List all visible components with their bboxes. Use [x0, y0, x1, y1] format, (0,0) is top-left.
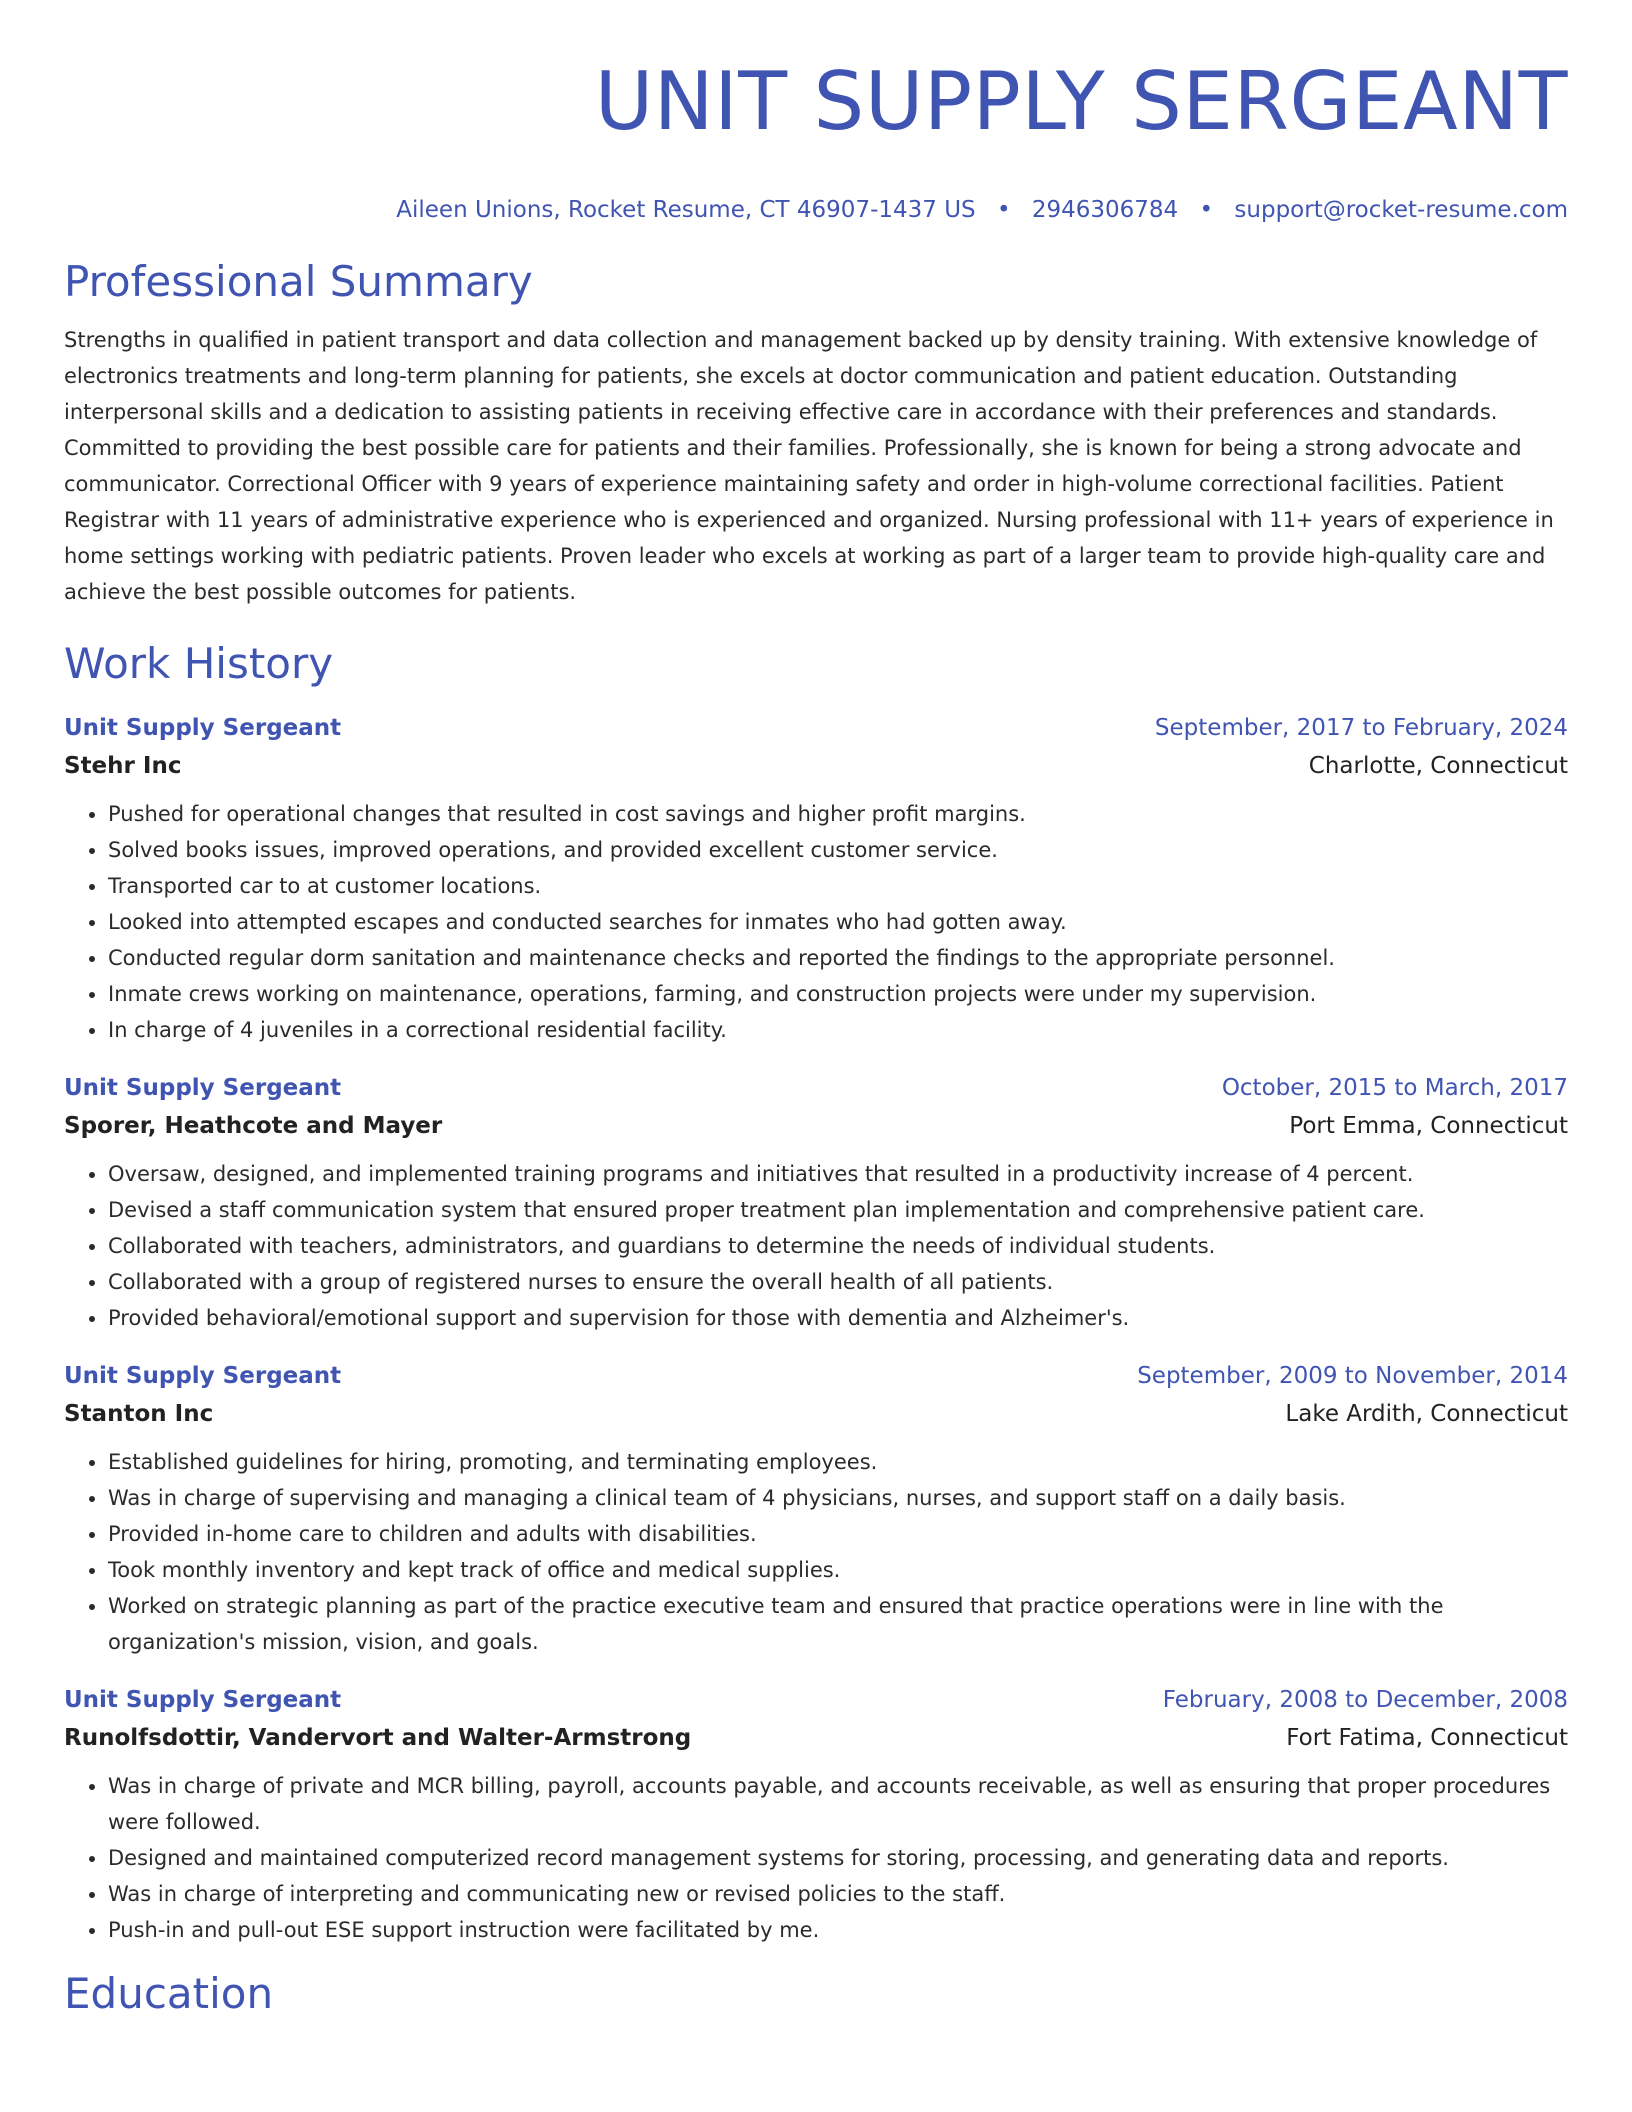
job-bullet: • Collaborated with teachers, administrators, and guardians to determine the needs of individual students. [108, 1228, 1568, 1264]
job-entry [64, 1682, 1568, 1948]
job-bullet: • In charge of 4 juveniles in a correctional residential facility. [108, 1012, 1568, 1048]
job-company-row [64, 1718, 1568, 1758]
job-title-row [64, 710, 1568, 746]
job-bullet: • Push-in and pull-out ESE support instruction were facilitated by me. [108, 1912, 1568, 1948]
resume-title: UNIT SUPPLY SERGEANT [594, 55, 1568, 148]
job-dates: September, 2017 to February, 2024 [1154, 715, 1568, 741]
job-location: Fort Fatima, Connecticut [1286, 1725, 1568, 1751]
job-bullet: • Took monthly inventory and kept track of office and medical supplies. [108, 1552, 1568, 1588]
contact-line [64, 194, 1568, 226]
job-bullets [64, 1768, 1568, 1948]
job-dates: September, 2009 to November, 2014 [1137, 1363, 1568, 1389]
job-company: Sporer, Heathcote and Mayer [64, 1113, 443, 1139]
job-title: Unit Supply Sergeant [64, 715, 342, 741]
job-entry [64, 1358, 1568, 1660]
job-company: Runolfsdottir, Vandervort and Walter-Armstrong [64, 1725, 692, 1751]
summary-heading: Professional Summary [64, 257, 533, 306]
job-dates: October, 2015 to March, 2017 [1221, 1075, 1568, 1101]
job-company: Stanton Inc [64, 1401, 214, 1427]
job-location: Port Emma, Connecticut [1289, 1113, 1568, 1139]
job-bullet: • Looked into attempted escapes and conducted searches for inmates who had gotten away. [108, 904, 1568, 940]
contact-address: Aileen Unions, Rocket Resume, CT 46907-1437 US [396, 197, 976, 223]
job-bullet: • Provided in-home care to children and adults with disabilities. [108, 1516, 1568, 1552]
job-bullet: • Was in charge of interpreting and communicating new or revised policies to the staff. [108, 1876, 1568, 1912]
job-bullet: • Pushed for operational changes that resulted in cost savings and higher profit margins. [108, 796, 1568, 832]
job-title: Unit Supply Sergeant [64, 1687, 342, 1713]
job-location: Lake Ardith, Connecticut [1285, 1401, 1568, 1427]
contact-email: support@rocket-resume.com [1234, 197, 1568, 223]
job-title: Unit Supply Sergeant [64, 1363, 342, 1389]
job-title-row [64, 1682, 1568, 1718]
job-bullets [64, 1156, 1568, 1336]
job-entry [64, 1070, 1568, 1336]
job-bullet: • Inmate crews working on maintenance, operations, farming, and construction projects were under my supervision. [108, 976, 1568, 1012]
job-title: Unit Supply Sergeant [64, 1075, 342, 1101]
job-location: Charlotte, Connecticut [1308, 753, 1568, 779]
job-title-row [64, 1358, 1568, 1394]
job-company: Stehr Inc [64, 753, 182, 779]
summary-text: Strengths in qualified in patient transport and data collection and management backed up by density training. With extensive knowledge of electronics treatments and long-term planning for patients, she excels at doctor communication and patient education. Outstanding interpersonal skills and a dedication to assisting patients in receiving effective care in accordance with their preferences and standards. Committed to providing the best possible care for patients and their families. Professionally, she is known for being a strong advocate and communicator. Correctional Officer with 9 years of experience maintaining safety and order in high-volume correctional facilities. Patient Registrar with 11 years of administrative experience who is experienced and organized. Nursing professional with 11+ years of experience in home settings working with pediatric patients. Proven leader who excels at working as part of a larger team to provide high-quality care and achieve the best possible outcomes for patients. [64, 328, 1554, 604]
contact-separator: • [1199, 197, 1214, 223]
job-company-row [64, 746, 1568, 786]
job-bullet: • Provided behavioral/emotional support and supervision for those with dementia and Alzheimer's. [108, 1300, 1568, 1336]
job-bullet: • Solved books issues, improved operations, and provided excellent customer service. [108, 832, 1568, 868]
job-bullet: • Was in charge of supervising and managing a clinical team of 4 physicians, nurses, and support staff on a daily basis. [108, 1480, 1568, 1516]
job-title-row [64, 1070, 1568, 1106]
job-company-row [64, 1106, 1568, 1146]
education-heading: Education [64, 1969, 274, 2018]
job-company-row [64, 1394, 1568, 1434]
job-bullet: • Worked on strategic planning as part of the practice executive team and ensured that practice operations were in line with the organization's mission, vision, and goals. [108, 1588, 1568, 1660]
job-dates: February, 2008 to December, 2008 [1162, 1687, 1568, 1713]
job-entry [64, 710, 1568, 1048]
job-bullets [64, 1444, 1568, 1660]
job-bullet: • Designed and maintained computerized record management systems for storing, processing, and generating data and reports. [108, 1840, 1568, 1876]
contact-phone: 2946306784 [1031, 197, 1179, 223]
job-bullet: • Oversaw, designed, and implemented training programs and initiatives that resulted in a productivity increase of 4 percent. [108, 1156, 1568, 1192]
contact-separator: • [996, 197, 1011, 223]
job-bullet: • Established guidelines for hiring, promoting, and terminating employees. [108, 1444, 1568, 1480]
job-bullet: • Was in charge of private and MCR billing, payroll, accounts payable, and accounts receivable, as well as ensuring that proper procedures were followed. [108, 1768, 1568, 1840]
job-bullet: • Collaborated with a group of registered nurses to ensure the overall health of all patients. [108, 1264, 1568, 1300]
job-bullet: • Transported car to at customer locations. [108, 868, 1568, 904]
job-bullet: • Conducted regular dorm sanitation and maintenance checks and reported the findings to the appropriate personnel. [108, 940, 1568, 976]
job-bullets [64, 796, 1568, 1048]
work-history-heading: Work History [64, 639, 334, 688]
job-bullet: • Devised a staff communication system that ensured proper treatment plan implementation and comprehensive patient care. [108, 1192, 1568, 1228]
